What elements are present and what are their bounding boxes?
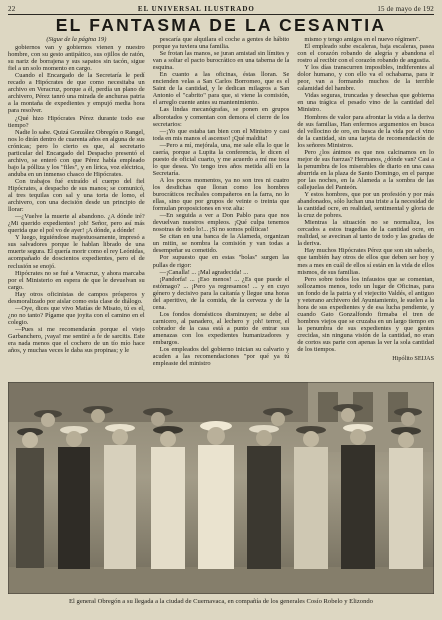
paragraph: Los fondos domésticos disminuyen; se debe al carnicero, al panadero, al lechero y ¡oh! terror, el cobrador de la casa está a punto de entrar sus amenazas con los expedientes humanizadores y embargos. bbox=[152, 310, 290, 347]
paragraph: —¿Vuelve la muerte al abandono. ¿A dónde iré? ¿Mi querido expedientes! ¡oh! Señor, pero así más querida que el pol vo de ayer! ¡A dónde, a dónde! bbox=[8, 213, 145, 235]
paragraph: —Oye, dices que vivo Matías de Misato, tú es el, ¿no no tanto? Pígame que joyita con el camino en el colegio. bbox=[8, 304, 145, 326]
photo-illustration bbox=[8, 382, 434, 594]
column-2 bbox=[153, 36, 290, 380]
column-1 bbox=[8, 36, 145, 380]
paragraph: —Pues si me recomendarán porque el viejo Garbanchero, ¡vaya! me sentiré a fe de sarcitis. Este era nada menos que el cochero de un tío mío hace años, y muchas veces le daba sus propinas; y le bbox=[8, 325, 145, 355]
paragraph: Se frotan las manos, se juran amistad sin límites y van a soltar el pacto burocrático en una taberna de la esquina. bbox=[152, 50, 290, 72]
paragraph: Las lindas mecanógrafas, se ponen en grupos alborotados y comentan con demora el cierre de los secretarios: bbox=[152, 106, 290, 128]
paragraph: Pero sobre todos los infaustos que se comentan, sollozamos menos, todo un lugar de Oficinas, para un fondo de la patria y el viejecito Valdés, el antiguo y veterano archivero del Ayuntamiento, le suelen a la hora de sus expedientes y de esa lucha pendiente, y cuando Gato Gonzalfondo firmaba el tren de hombres viejos que se cruzaba en un largo tiempo en la penumbra de sus expedientes y que gentes crecidas, sin ninguna visión de la cantidad, no eran de cortos sus parte con apenas la ver la sola cantidad de los tiempos. bbox=[297, 275, 435, 354]
paragraph: Pero ¿los ánimos es que nos calcinamos en lo mejor de sus fuerzas? Hermanos, ¿dónde van? Casi a la penumbra de los miserables de diario en una casa aburrida en la plaza de Santo Domingo, en el parque por las noches, en la Alameda a la sombra de las callejuelas del Panteón. bbox=[297, 148, 435, 191]
article-title: EL FANTASMA DE LA CESANTIA bbox=[55, 15, 387, 35]
paragraph: Hombres de valor para afrontar la vida a la deriva de sus familias, Han enfermos argumentos en busca del vellocino de oro, en busca de la vida por el vino de la cantidad, sin una tarjeta de recomendación de los señores Ministros. bbox=[297, 113, 435, 149]
paragraph: Nadie lo sabe. Quizá González Obregón o Rangel, nos lo dirán dentro de cuarenta años en alguna de sus crónicas; pero lo cierto es que, al secretario particular del Encargado del Despacho presentó el archivo, se enteró con que Pérez había empleado bajo la pólliza y los "files", y en lírica, voz eléctrica, anduba en un inmenso chasco de Hipócrates. bbox=[8, 128, 145, 178]
issue-date: 15 de mayo de 192 bbox=[377, 5, 434, 13]
group-photograph bbox=[8, 382, 434, 594]
continuation-note: (Sigue de la página 19) bbox=[46, 36, 107, 43]
paragraph: gobiernos van y gobiernos vienen y nuestro hombre, con su gesto antipático, sus ojillos de ratón, su nariz de borrajena y sus sapatos sin tacón, sigue fiel a un solo momento en cargo. bbox=[8, 44, 145, 73]
paragraph: —¡Yo que estaba tan bien con el Ministro y casi toda en mis manos el ascenso! ¡Qué maldita! bbox=[152, 127, 290, 142]
paragraph: ¿Qué hizo Hipócrates Pérez durante todo ese tiempo? bbox=[8, 114, 145, 129]
page-number: 22 bbox=[8, 5, 16, 13]
paragraph: mismo y tengo amigos en el nuevo régimen". bbox=[304, 36, 421, 43]
paragraph: Y luego, irguiéndose majestuosamente, impresó a sus salvadores porque le hablan librado de una muerte segura. El quería morir como el rey Leónidas, acompañado de doscientos expedientes, pero el de reclusión se enojó. bbox=[8, 234, 145, 270]
paragraph: Mientras la situación no se normaliza, los cercados a estos tragedias de la cantidad ocre, en realidad, se avecinan al tanto de todo y las gradas de la deriva. bbox=[297, 219, 435, 248]
author-signature: Hipólito SEIJAS bbox=[392, 355, 435, 363]
paragraph: Hay otros oficinistas de campos prósperos y desmoralizado por aislar como esta clase de diálogo. bbox=[8, 290, 145, 305]
paragraph: Los empleados del gobierno inician su calvario y acuden a las recomendaciones "por qué ya tú empleaste del ministro bbox=[152, 346, 290, 368]
paragraph: ¡Pandorfa! ... ¡Eso menos! ... ¿Es que puede el estómago? ... ¡Pero ya regresamos! ... y en cuyo género y decisivo para la caítanía y llegue una horas del aperitivo, de la comida, de la cerveza y de la cena. bbox=[152, 275, 290, 311]
paragraph: —En seguida a ver a Don Pablo para que nos devuelvan nuestros empleos. ¡Qué culpa tenemos nosotras de todo lo!... ¡Si no somos políticas! bbox=[152, 212, 290, 234]
column-3 bbox=[297, 36, 434, 380]
photo-caption: El general Obregón a su llegada a la ciudad de Cuernavaca, en compañía de los generales Cosío Robelo y Elizondo bbox=[69, 598, 373, 605]
paragraph: Hipócrates no se fué a Veracruz, y ahora marcaba por el Ministerio en espera de que le devuelvan su cargo. bbox=[8, 269, 145, 291]
page-header bbox=[8, 4, 434, 14]
paragraph: —Pero a mí, mejórala, una, me sale ella lo que le caería, porque a Lupita la conferencia, le dicen el puesto de oficial cuarto, y me acuerdo a mí me toca lo que desea. Yo tengo tres años metida allí en la Secretaría. bbox=[152, 141, 290, 177]
paragraph: —¡Canalla! ... ¡Mal agradecida! ... bbox=[159, 268, 249, 276]
paragraph: El empleado sube escaleras, baja escaleras, pasea con el corazón robando de alegría y abandona el rostro al recibir con el corazón robando de angustia. bbox=[297, 43, 435, 65]
paragraph: pescaría que alquilara el coche a gentes de hábito porque ya tuviera una familia. bbox=[152, 36, 290, 51]
paragraph: Y estos hombres, que por un profesión y por más abandonados, sólo luchan una triste a la necesidad de la cantidad ocre, en realidad, sentimental y gloria de la cruz de pobres. bbox=[297, 191, 435, 220]
paragraph: Cuando el Encargado de la Secretaría le pedí recado a Hipócrates de que como necesitaba un archivo en Veracruz, porque a él, perdía un plano de archivero, Pérez tanró una mirada de anchuras patria a la montaña de expedientes y empujó media hora para resolver. bbox=[8, 72, 145, 115]
paragraph: A los pocos momentos, ya no son tres ni cuatro los desdichas que lloran como los hombres burocráticos recíbales compañeros en la farra, no lo ellas, sino que por grupos de veinte o treinta que formulan proposiciones en voz alta: bbox=[152, 176, 290, 213]
paragraph: En cuanto a las oficinas, éstas lloran. Se encienden velas a San Carlos Borromeo, que es el Saint de la cantidad, y le dedican milagros a San Antonio el "cabrito" para que, si viene la comisión, el arreglo cuente antes su mantenimiento. bbox=[152, 71, 290, 107]
paragraph: Con trabajos fué extraído el cuerpo del fiel Hipócrates, a despacho de sus manos; se comunicó, al tres tequilas con sal y una torta de lomo, el archivero, con una decisión desde un principio de llorar: bbox=[8, 177, 145, 214]
paragraph: Hay muchos Hipócrates Pérez que son sin saberlo, que también hay otros de ellos que deben ser hoy y mes a mes en cuál de ellos sí están en la vida de ellos mismos, de sus familias. bbox=[297, 247, 435, 276]
paragraph: Vidas seguras, truncadas y desechas que gobierna en una trágica el pesado vino de la cantidad del Ministro. bbox=[297, 92, 435, 114]
paragraph: Y los días transcurren imposibles, indiferentes al dolor humano, y con ello va el ochabama, para ir peor, van a formando muchos de la terrible calamidad del hambre. bbox=[297, 64, 435, 93]
paragraph: Se citan en una banca de la Alameda, organizan un mitin, se nombra la comisión y van todas a desempeñar su cometido. bbox=[152, 233, 290, 255]
article-columns bbox=[8, 36, 434, 380]
publication-name: EL UNIVERSAL ILUSTRADO bbox=[137, 5, 255, 13]
paragraph: Por supuesto que en estas "bolas" surgen las pullas de rigor: bbox=[152, 254, 290, 269]
